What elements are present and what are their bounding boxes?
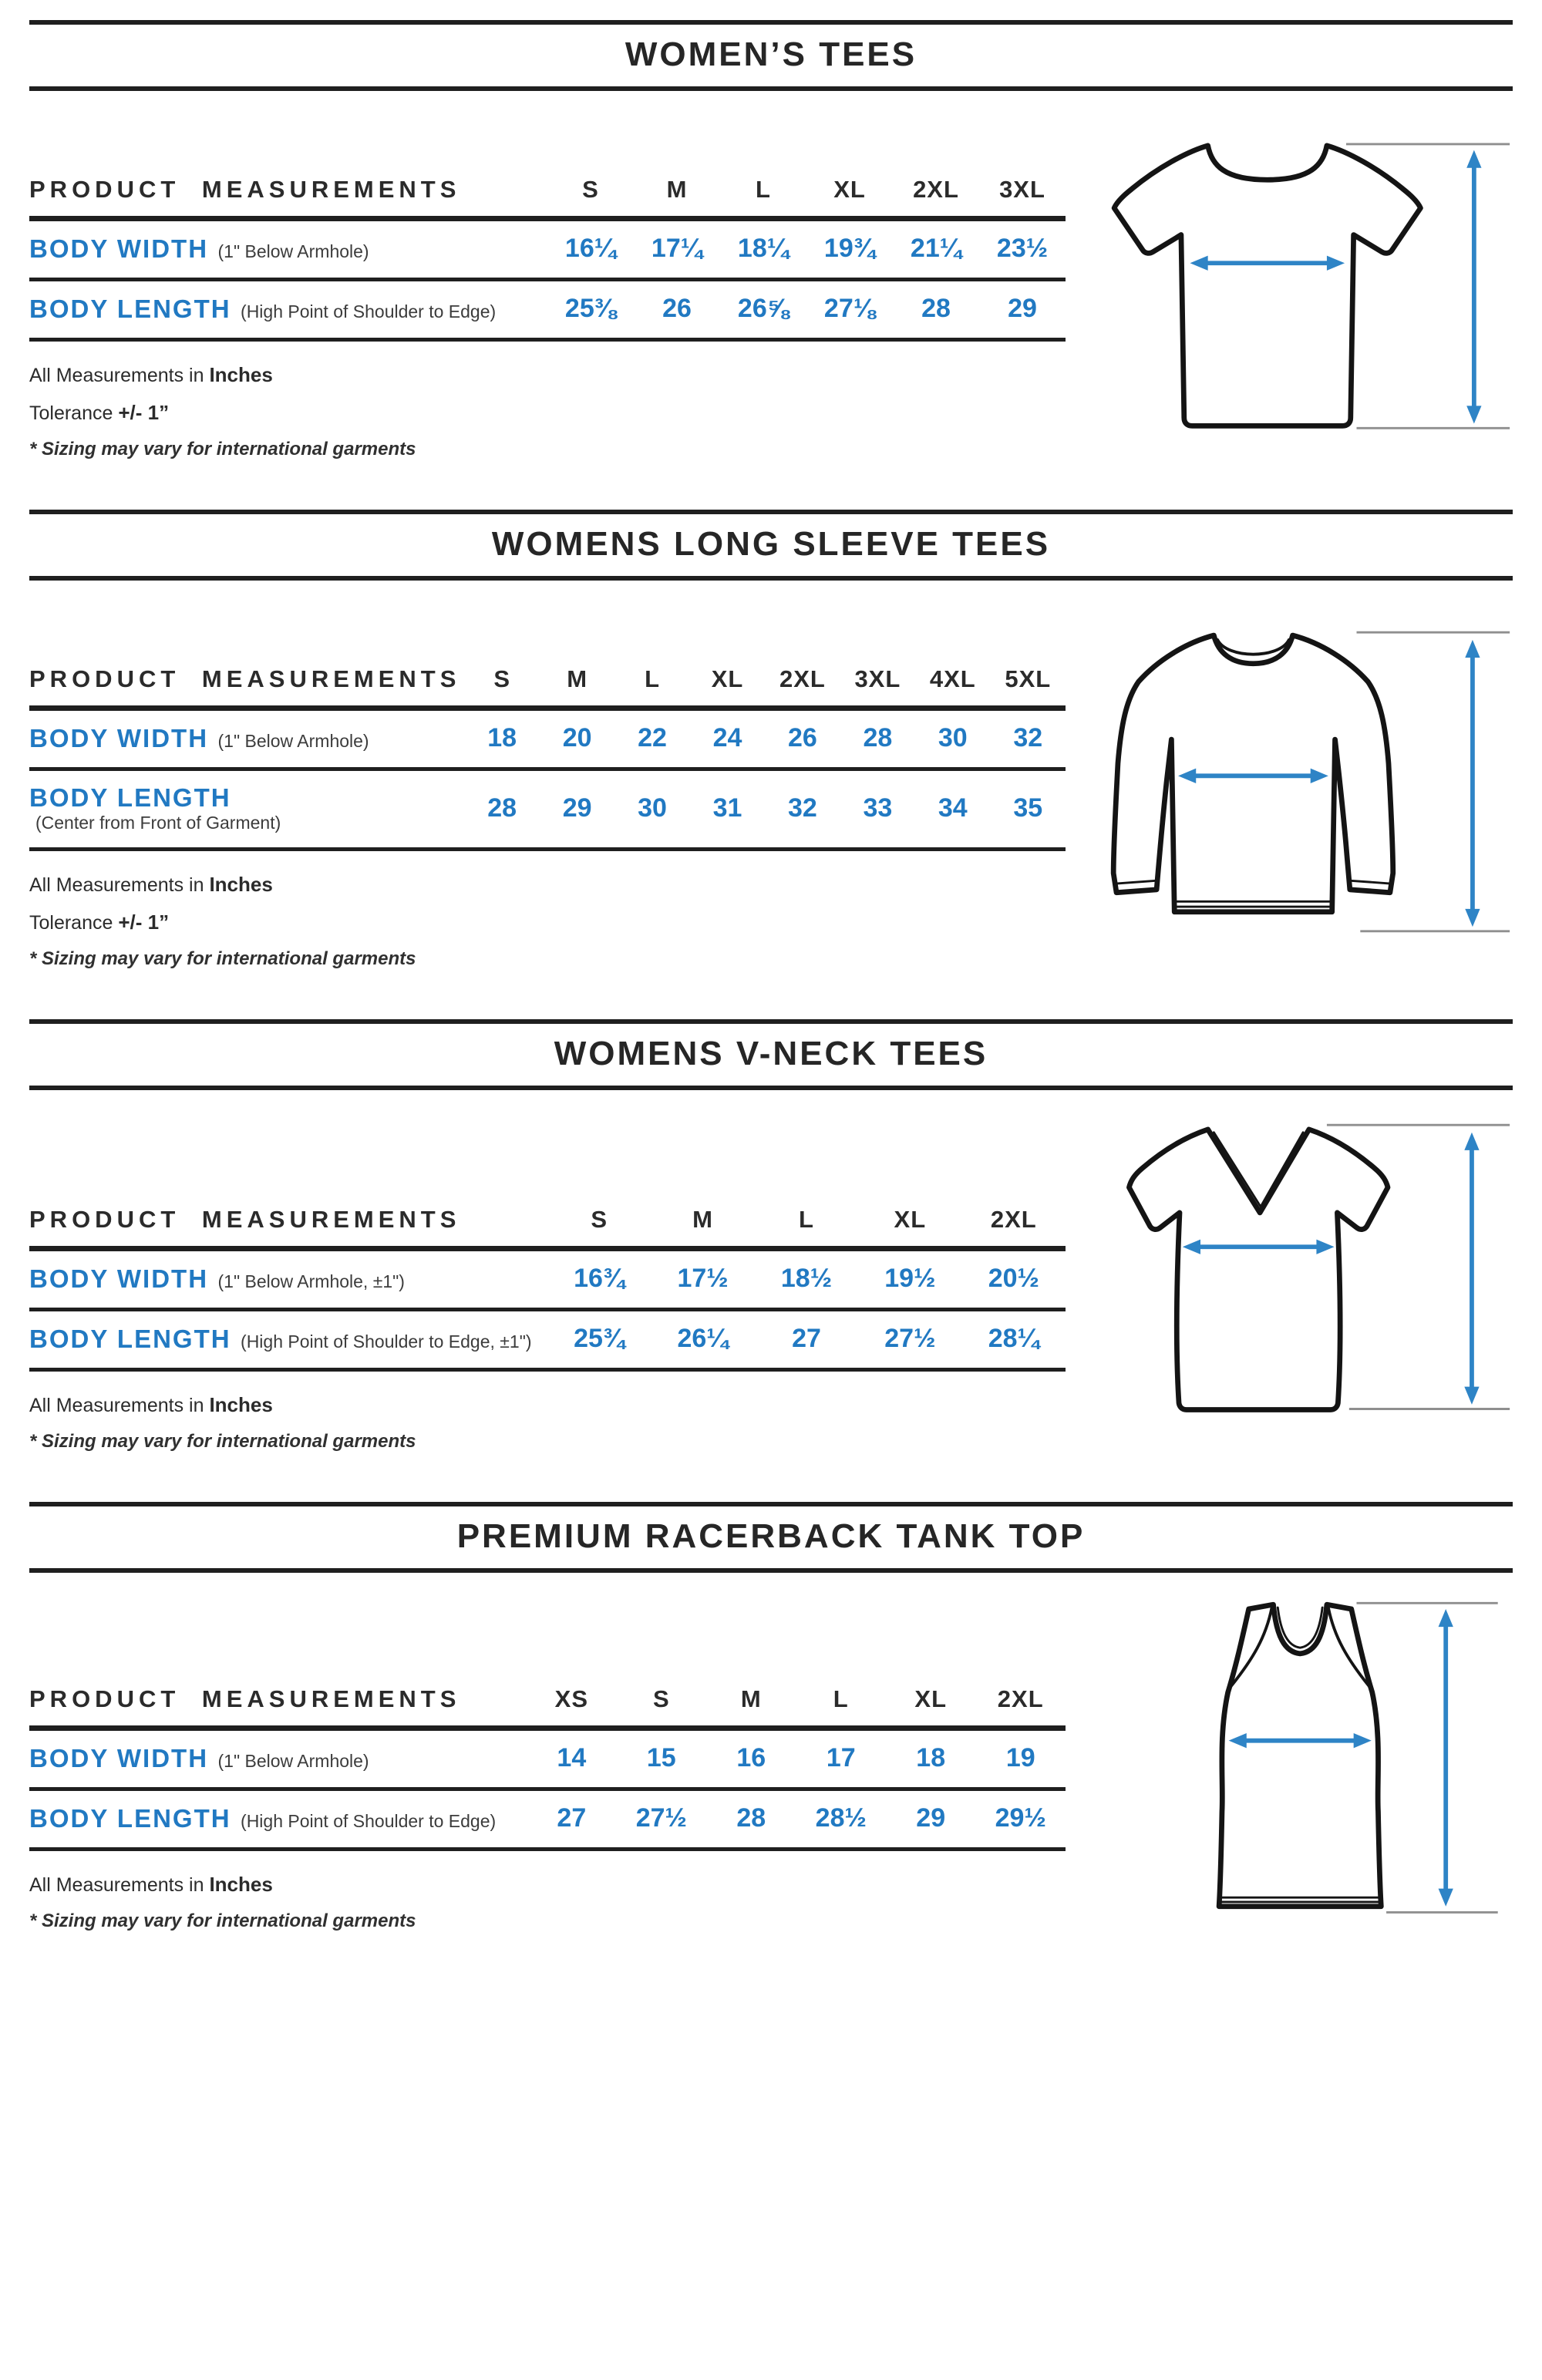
row-label-cell [29,709,464,769]
row-label: BODY WIDTH [29,1743,209,1772]
measurements-table [29,1678,1066,1851]
divider-line [29,1502,1513,1506]
row-label-cell [29,1789,527,1850]
table-header-row [29,658,1066,709]
row-note: (1" Below Armhole) [217,730,369,751]
body-width-row [29,1729,1066,1789]
body-length-row [29,769,1066,850]
collar-line [1217,640,1289,655]
section-premium-racerback-tank-top [29,1502,1513,1946]
measurement-value: 28 [921,294,951,323]
measurement-value: 21¼ [910,234,962,263]
footnote-measurements: All Measurements in Inches [29,1873,273,1896]
v-neck-tee-drawing [1096,1107,1513,1419]
measurements-table [29,168,1066,342]
size-column-header: XS [554,1685,589,1712]
divider-line [29,510,1513,514]
section-womens-v-neck-tees [29,1019,1513,1466]
measurement-value: 18½ [780,1264,833,1293]
measurement-value: 16¼ [564,234,617,263]
table-header-row [29,1678,1066,1729]
measurement-value: 27⅛ [823,294,876,323]
measurement-value: 27 [557,1803,587,1833]
body-width-row [29,709,1066,769]
size-column-header: XL [711,665,744,692]
size-column-header: L [645,665,661,692]
row-note: (Center from Front of Garment) [35,813,281,833]
footnote-measurements: All Measurements in Inches [29,873,273,896]
size-column-header: M [666,176,688,203]
body-length-row [29,1310,1066,1370]
measurement-value: 29½ [995,1803,1046,1833]
body-width-row [29,219,1066,280]
size-column-header: 2XL [779,665,826,692]
size-column-header: 2XL [997,1685,1044,1712]
body-width-row [29,1249,1066,1310]
row-label-cell [29,1249,547,1310]
measurement-value: 23½ [996,234,1049,263]
footnotes [29,873,1066,970]
measurement-value: 31 [712,793,742,823]
row-label-cell [29,1310,547,1370]
section-title: WOMEN’S TEES [625,35,917,73]
size-column-header: L [756,176,771,203]
measurement-value: 26 [788,723,817,752]
measurement-value: 15 [646,1743,676,1772]
row-note: (1" Below Armhole, ±1") [217,1271,405,1291]
footnotes [29,363,1066,460]
measurement-value: 17½ [677,1264,729,1293]
measurement-value: 19½ [884,1264,936,1293]
body-length-arrow [1466,150,1481,424]
long-sleeve-illustration [1081,616,1513,943]
size-column-header: L [833,1685,849,1712]
size-column-header: S [591,1206,608,1233]
measurement-value: 18 [487,723,517,752]
measurement-value: 16¾ [574,1264,625,1293]
body-length-arrow [1439,1609,1453,1907]
size-column-header: M [740,1685,762,1712]
size-column-header: 4XL [929,665,976,692]
measurement-value: 29 [1008,294,1037,323]
measurement-value: 20½ [988,1264,1039,1293]
tank-outline [1219,1604,1381,1906]
measurement-value: 25⅜ [564,294,617,323]
measurement-value: 14 [557,1743,587,1772]
row-note: (1" Below Armhole) [217,1750,369,1771]
section-title: WOMENS LONG SLEEVE TEES [491,525,1051,563]
size-column-header: S [582,176,599,203]
row-label-cell [29,1729,527,1789]
measurement-value: 22 [638,723,667,752]
footnote-sizing: * Sizing may vary for international garments [29,948,416,969]
measurement-value: 17 [826,1743,856,1772]
measurement-value: 29 [916,1803,946,1833]
footnote-measurements: All Measurements in Inches [29,363,273,386]
measurements-table [29,658,1066,851]
racerback-tank-drawing [1096,1588,1513,1931]
size-column-header: 2XL [990,1206,1037,1233]
footnote-tolerance: Tolerance +/- 1” [29,401,170,424]
measurement-value: 17¼ [651,234,703,263]
size-column-header: S [652,1685,670,1712]
footnotes [29,1873,1066,1932]
row-label: BODY WIDTH [29,234,209,263]
size-column-header: L [799,1206,814,1233]
footnote-sizing: * Sizing may vary for international garments [29,1431,416,1452]
table-header-label: PRODUCT MEASUREMENTS [29,176,461,203]
measurement-value: 19 [1005,1743,1035,1772]
measurement-value: 26¼ [677,1324,729,1353]
table-header-row [29,168,1066,219]
footnote-measurements: All Measurements in Inches [29,1393,273,1416]
row-label: BODY LENGTH [29,783,231,812]
section-title: WOMENS V-NECK TEES [554,1035,988,1072]
section-womens-tees [29,20,1513,474]
measurement-value: 28 [736,1803,766,1833]
measurement-value: 19¾ [823,234,876,263]
measurement-value: 28 [487,793,517,823]
tee-illustration [1081,122,1513,449]
table-header-row [29,1198,1066,1249]
size-column-header: S [493,665,511,692]
section-womens-long-sleeve-tees [29,510,1513,984]
table-header-label: PRODUCT MEASUREMENTS [29,665,461,692]
measurement-value: 28½ [815,1803,867,1833]
row-label: BODY LENGTH [29,294,231,323]
row-label: BODY WIDTH [29,1264,209,1293]
measurement-value: 26 [662,294,692,323]
row-label-cell [29,280,547,340]
size-column-header: XL [914,1685,948,1712]
measurement-value: 33 [863,793,893,823]
tank-top-illustration [1081,1588,1513,1931]
footnote-sizing: * Sizing may vary for international garments [29,1910,416,1931]
measurement-value: 28 [863,723,893,752]
size-column-header: XL [833,176,866,203]
measurement-value: 25¾ [574,1324,625,1353]
footnote-tolerance: Tolerance +/- 1” [29,911,170,934]
v-neck-illustration [1081,1107,1513,1419]
body-length-arrow [1465,640,1480,927]
measurement-value: 27 [792,1324,821,1353]
size-column-header: XL [894,1206,927,1233]
footnote-sizing: * Sizing may vary for international garments [29,439,416,460]
table-header-label: PRODUCT MEASUREMENTS [29,1685,461,1712]
measurement-value: 28¼ [988,1324,1039,1353]
measurement-value: 32 [788,793,817,823]
tee-outline [1114,146,1420,426]
row-label-cell [29,769,464,850]
measurement-value: 18 [916,1743,946,1772]
size-column-header: M [567,665,588,692]
size-column-header: 5XL [1005,665,1052,692]
measurement-value: 30 [638,793,667,823]
measurement-value: 16 [736,1743,766,1772]
measurement-value: 20 [562,723,592,752]
section-title: PREMIUM RACERBACK TANK TOP [456,1517,1086,1555]
footnotes [29,1393,1066,1453]
body-length-row [29,280,1066,340]
measurement-value: 18¼ [737,234,790,263]
measurement-value: 32 [1013,723,1043,752]
long-sleeve-tee-drawing [1096,616,1513,943]
body-length-arrow [1464,1133,1479,1405]
measurement-value: 35 [1013,793,1043,823]
body-length-row [29,1789,1066,1850]
size-column-header: M [692,1206,713,1233]
v-neck-outline [1129,1129,1388,1410]
size-column-header: 3XL [999,176,1045,203]
measurement-value: 24 [712,723,742,752]
divider-line [29,1019,1513,1024]
measurement-value: 27½ [635,1803,687,1833]
measurement-value: 30 [938,723,968,752]
short-sleeve-tee-drawing [1096,122,1513,449]
row-note: (High Point of Shoulder to Edge, ±1") [241,1331,532,1352]
measurement-value: 27½ [884,1324,936,1353]
row-note: (1" Below Armhole) [217,241,369,261]
row-label: BODY WIDTH [29,723,209,752]
measurement-value: 29 [562,793,592,823]
row-label: BODY LENGTH [29,1324,231,1353]
measurements-table [29,1198,1066,1372]
table-header-label: PRODUCT MEASUREMENTS [29,1206,461,1233]
measurement-value: 34 [938,793,968,823]
size-column-header: 3XL [854,665,901,692]
row-label-cell [29,219,547,280]
row-note: (High Point of Shoulder to Edge) [241,301,497,321]
row-label: BODY LENGTH [29,1803,231,1833]
size-column-header: 2XL [913,176,959,203]
measurement-value: 26⅝ [737,294,790,323]
divider-line [29,20,1513,25]
row-note: (High Point of Shoulder to Edge) [241,1810,497,1831]
